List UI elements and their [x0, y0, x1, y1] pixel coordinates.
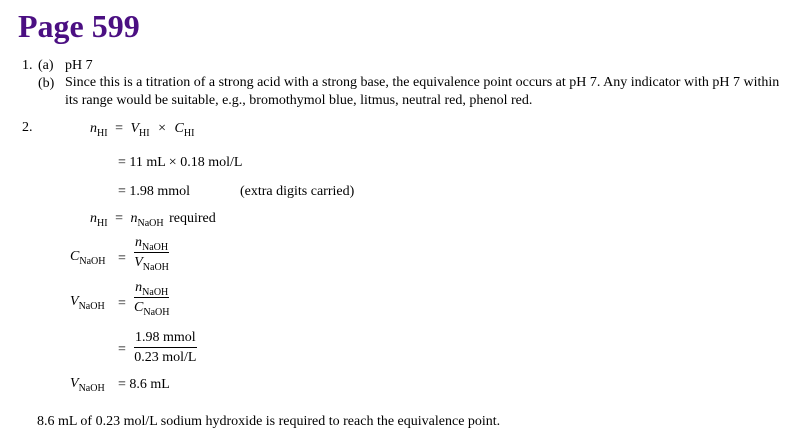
q1-b-text: Since this is a titration of a strong acid with a strong base, the equivalence point occurs at pH 7. Any indicator with pH 7 within its range would be suitable, e.g., bromothymol blue, litmus, neutral red, phenol red.: [65, 75, 780, 108]
eq-line-3-note: (extra digits carried): [240, 184, 355, 199]
c-naoh-label: $C_{NaOH}$: [70, 249, 106, 267]
eq-sign-6: =: [118, 296, 126, 311]
page-title: Page 599: [18, 8, 140, 44]
eq-line-3: = 1.98 mmol: [118, 184, 191, 199]
eq-line-8: = 8.6 mL: [118, 377, 170, 392]
v-naoh-result-label: $V_{NaOH}$: [70, 376, 105, 394]
fraction-c-naoh: $n_{NaOH}$ $V_{NaOH}$: [134, 235, 169, 273]
eq-sign-7: =: [118, 342, 126, 357]
q1-a-text: pH 7: [65, 58, 93, 73]
conclusion: 8.6 mL of 0.23 mol/L sodium hydroxide is required to reach the equivalence point.: [37, 414, 501, 429]
q2-number: 2.: [22, 120, 33, 135]
fraction-v-naoh: $n_{NaOH}$ $C_{NaOH}$: [134, 280, 170, 318]
eq-line-1: $n_{HI} = V_{HI} \times C_{HI}$: [90, 121, 195, 139]
fraction-numeric: 1.98 mmol 0.23 mol/L: [134, 330, 197, 365]
eq-line-2: = 11 mL × 0.18 mol/L: [118, 155, 243, 170]
eq-sign-5: =: [118, 251, 126, 266]
v-naoh-label: $V_{NaOH}$: [70, 294, 105, 312]
q1-a-label: (a): [38, 58, 54, 73]
q1-b-label: (b): [38, 76, 55, 91]
q1-number: 1.: [22, 58, 33, 73]
eq-line-4: $n_{HI} = n_{NaOH}$ required: [90, 211, 216, 229]
